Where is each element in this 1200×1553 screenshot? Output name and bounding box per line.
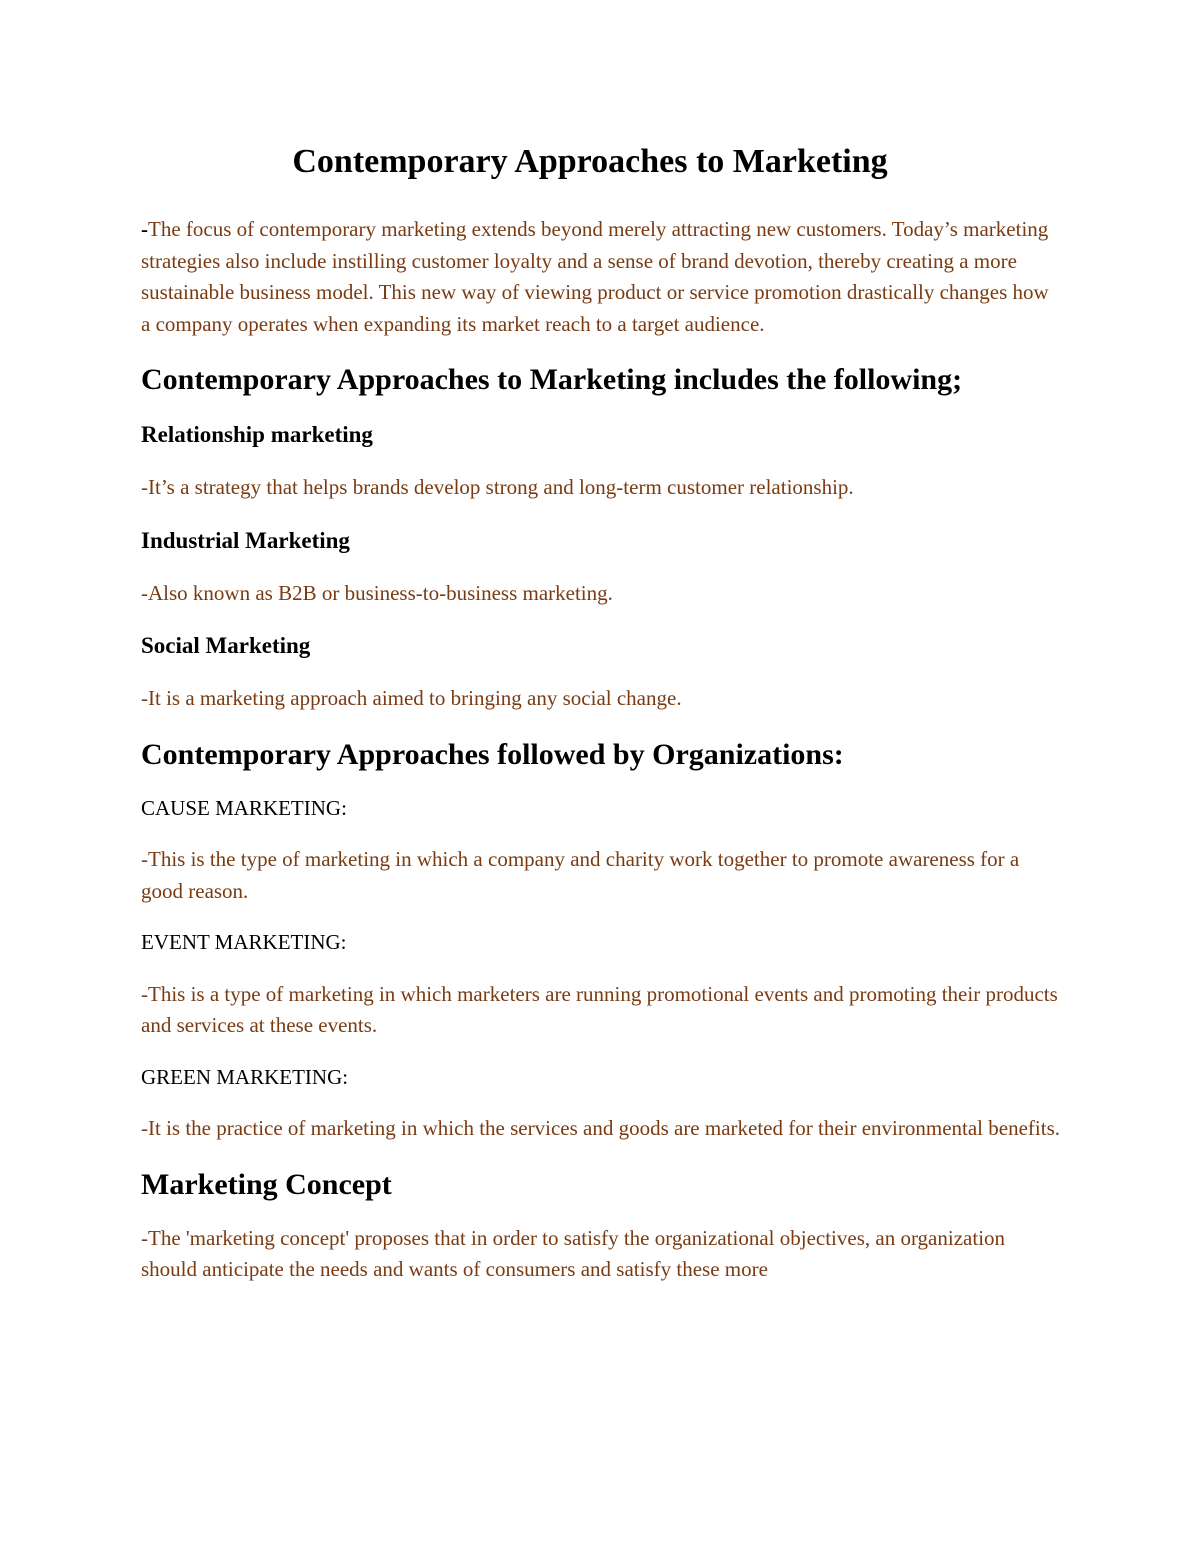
intro-text: The focus of contemporary marketing extends beyond merely attracting new customers. Today’s marketing strategies also include instilling customer loyalty and a sense of brand devotion, thereby creating a more sustainable business model. This new way of viewing product or service promotion drastically changes how a company operates when expanding its market reach to a target audience. [141,217,1049,336]
marketing-concept-text: -The 'marketing concept' proposes that in order to satisfy the organizational objectives, an organization should anticipate the needs and wants of consumers and satisfy these more [141,1225,1006,1281]
industrial-marketing-title: Industrial Marketing [141,527,350,553]
event-marketing-text: -This is a type of marketing in which marketers are running promotional events and promoting their products and services at these events. [141,981,1058,1037]
social-marketing-title: Social Marketing [141,633,311,658]
green-marketing-text: -It is the practice of marketing in which the services and goods are marketed for their environmental benefits. [141,1116,1060,1140]
cause-marketing-text: -This is the type of marketing in which a company and charity work together to promote awareness for a good reason. [141,847,1020,903]
industrial-marketing-text: -Also known as B2B or business-to-business marketing. [141,580,613,605]
social-marketing-text: -It is a marketing approach aimed to bringing any social change. [141,686,682,710]
intro-dash: - [141,217,148,241]
document-page [141,140,1061,1306]
relationship-marketing-text: -It’s a strategy that helps brands develop strong and long-term customer relationship. [141,475,854,499]
relationship-marketing-title: Relationship marketing [141,422,373,447]
green-marketing-title: GREEN MARKETING: [141,1064,349,1089]
cause-marketing-title: CAUSE MARKETING: [141,795,347,820]
document-title: Contemporary Approaches to Marketing [292,143,888,180]
section3-heading: Marketing Concept [141,1167,392,1201]
intro-paragraph [141,214,1061,340]
section2-heading: Contemporary Approaches followed by Organizations: [141,737,844,771]
event-marketing-title: EVENT MARKETING: [141,930,347,954]
section1-heading: Contemporary Approaches to Marketing includes the following; [141,363,963,396]
